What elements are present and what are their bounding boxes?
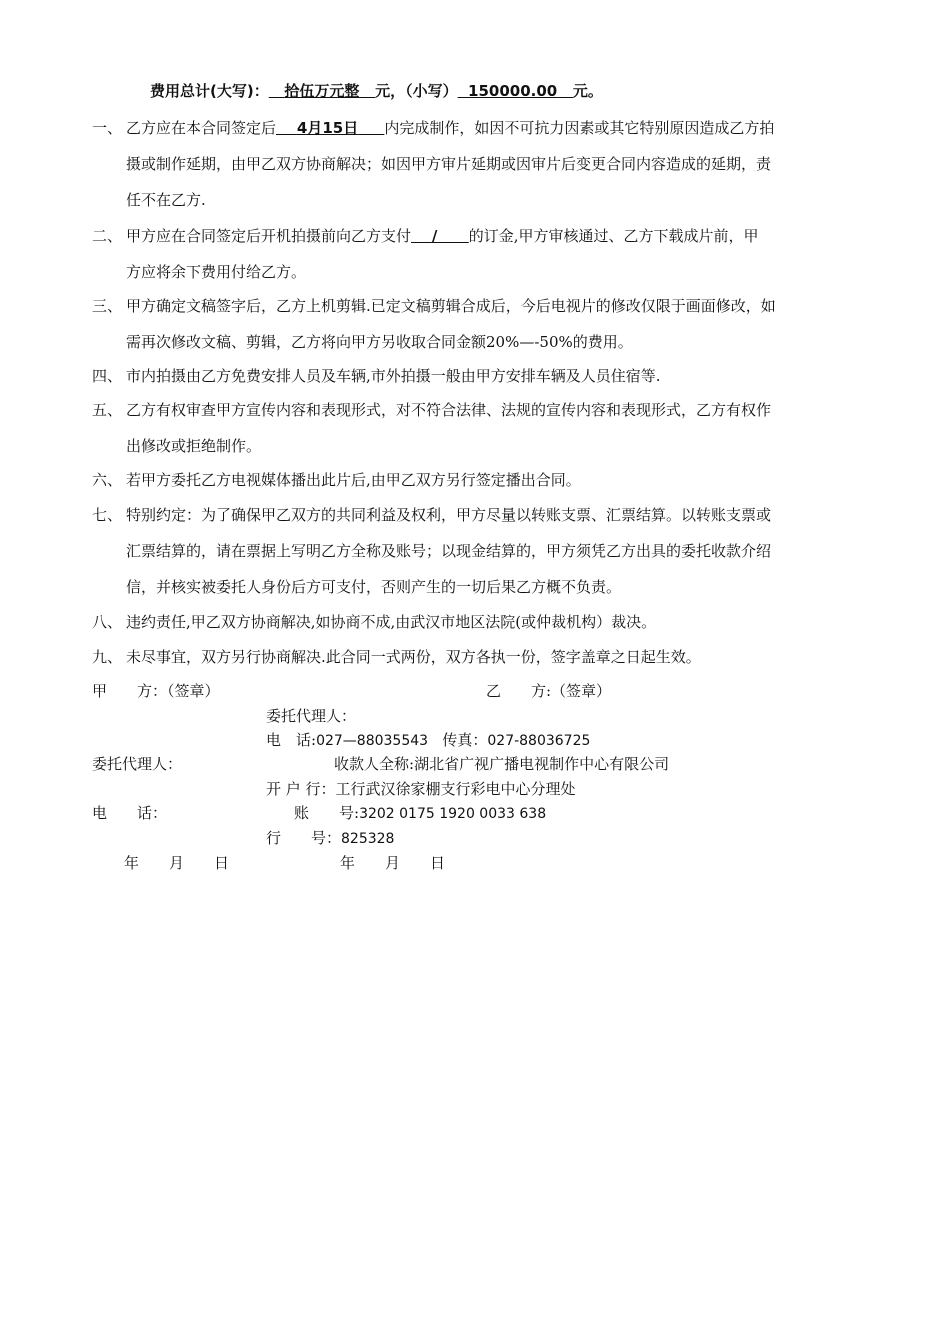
clause-2: 二、 甲方应在合同签定后开机拍摄前向乙方支付 / 的订金,甲方审核通过、乙方下载成片前，甲 方应将余下费用付给乙方。 [92,227,759,281]
party-b-agent: 委托代理人： [266,707,357,725]
party-a-seal: 甲 方：（签章） [92,682,220,700]
bank-row-number: 行 号：825328 [266,829,395,847]
account-line: 账 号:3202 0175 1920 0033 638 [294,804,547,822]
clause-4: 四、 市内拍摄由乙方免费安排人员及车辆,市外拍摄一般由甲方安排车辆及人员住宿等. [92,367,661,385]
party-b-seal: 乙 方:（签章） [486,682,612,700]
fee-total-big-amount: 拾伍万元整 [284,82,360,100]
payee-line: 收款人全称:湖北省广视广播电视制作中心有限公司 [334,755,670,773]
clause-3: 三、 甲方确定文稿签字后，乙方上机剪辑.已定文稿剪辑合成后，今后电视片的修改仅限于画面修改，如 需再次修改文稿、剪辑，乙方将向甲方另收取合同金额20%—-50%的费用。 [92,297,776,351]
party-a-agent: 委托代理人： [92,755,183,773]
fee-total-small-amount: 150000.00 [468,82,558,100]
clause-1: 一、 乙方应在本合同签定后 4月15日 内完成制作，如因不可抗力因素或其它特别原因造成乙方拍 摄或制作延期，由甲乙双方协商解决；如因甲方审片延期或因审片后变更合同内容造成的延期，责 任不在乙方. [92,119,775,209]
fee-total-middle: 元，（小写） [375,82,458,100]
party-b-contact: 电 话:027—88035543 传真：027-88036725 [266,731,591,749]
fee-total-suffix: 元。 [572,82,603,100]
clause-6: 六、 若甲方委托乙方电视媒体播出此片后,由甲乙双方另行签定播出合同。 [92,471,581,489]
fee-total-line [150,80,603,101]
clause-8: 八、 违约责任,甲乙双方协商解决,如协商不成,由武汉市地区法院(或仲裁机构）裁决。 [92,613,657,631]
fee-total-prefix: 费用总计(大写)： [150,82,269,100]
clause-9: 九、 未尽事宜，双方另行协商解决.此合同一式两份，双方各执一份，签字盖章之日起生效。 [92,648,701,666]
bank-line: 开 户 行：工行武汉徐家棚支行彩电中心分理处 [266,780,576,798]
party-a-phone: 电 话： [92,804,168,822]
party-b-date: 年 月 日 [340,854,446,872]
party-a-date: 年 月 日 [124,854,230,872]
clause-7: 七、 特别约定：为了确保甲乙双方的共同利益及权利，甲方尽量以转账支票、汇票结算。以转账支票或 汇票结算的，请在票据上写明乙方全称及账号；以现金结算的，甲方须凭乙方出具的委托收款介绍 信，并核实被委托人身份后方可支付，否则产生的一切后果乙方概不负责。 [92,506,772,596]
clause-5: 五、 乙方有权审查甲方宣传内容和表现形式，对不符合法律、法规的宣传内容和表现形式，乙方有权作 出修改或拒绝制作。 [92,401,772,455]
